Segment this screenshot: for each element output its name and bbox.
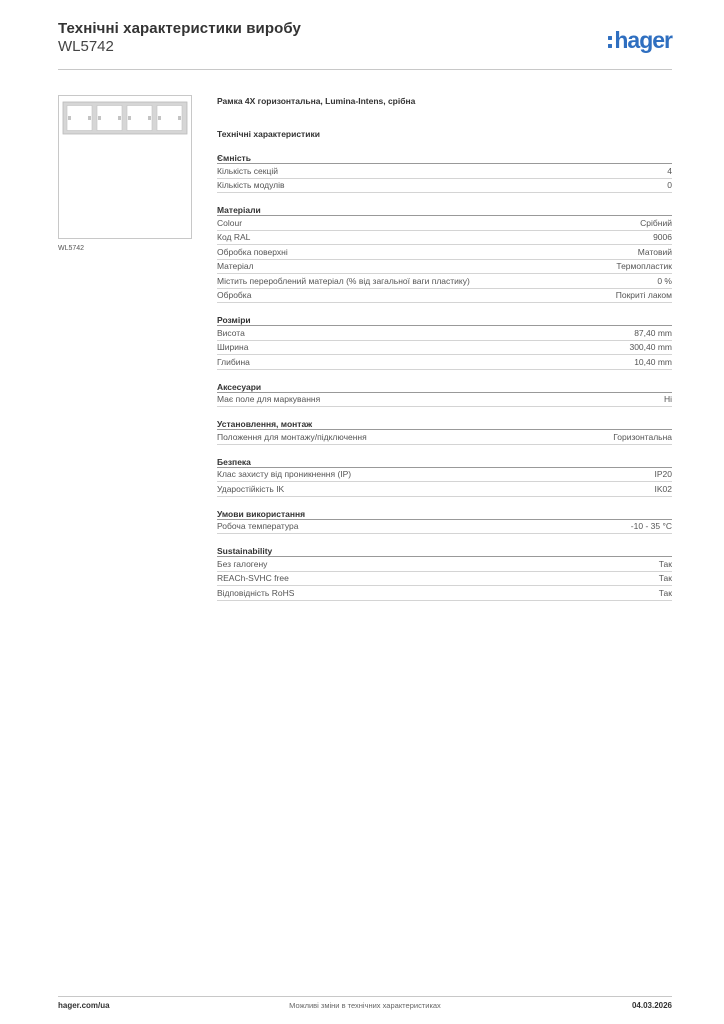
hager-logo <box>608 28 672 52</box>
spec-row <box>217 586 672 601</box>
product-image <box>58 95 192 239</box>
spec-label: Обробка <box>217 290 252 301</box>
spec-value: 10,40 mm <box>634 356 672 367</box>
spec-value: Так <box>658 587 672 598</box>
footer-website[interactable]: hager.com/ua <box>58 1001 110 1010</box>
spec-section <box>217 153 672 193</box>
spec-row <box>217 245 672 260</box>
spec-row <box>217 520 672 535</box>
spec-row <box>217 164 672 179</box>
spec-value: Ні <box>663 394 672 405</box>
spec-row <box>217 231 672 246</box>
spec-value: 87,40 mm <box>634 327 672 338</box>
spec-label: Кількість секцій <box>217 165 278 176</box>
spec-row <box>217 355 672 370</box>
spec-row <box>217 326 672 341</box>
section-title: Умови використання <box>217 509 672 520</box>
spec-label: Ударостійкість IK <box>217 483 285 494</box>
spec-label: Без галогену <box>217 558 268 569</box>
spec-label: Обробка поверхні <box>217 246 288 257</box>
footer-disclaimer: Можливі зміни в технічних характеристиках <box>289 1001 441 1010</box>
page-header <box>58 20 672 70</box>
spec-row <box>217 179 672 194</box>
spec-value: Термопластик <box>616 261 672 272</box>
spec-label: Ширина <box>217 342 249 353</box>
spec-label: Відповідність RoHS <box>217 587 295 598</box>
section-title: Sustainability <box>217 546 672 557</box>
spec-label: Colour <box>217 217 243 228</box>
spec-row <box>217 557 672 572</box>
spec-label: Матеріал <box>217 261 254 272</box>
spec-section <box>217 315 672 370</box>
spec-label: Містить перероблений матеріал (% від загальної ваги пластику) <box>217 275 470 286</box>
spec-content <box>217 96 672 601</box>
section-title: Розміри <box>217 315 672 326</box>
spec-value: 9006 <box>653 232 672 243</box>
spec-value: -10 - 35 °C <box>630 521 672 532</box>
section-title: Ємність <box>217 153 672 164</box>
logo-dots-icon <box>608 36 612 48</box>
spec-label: Глибина <box>217 356 250 367</box>
document-title: Технічні характеристики виробу <box>58 20 301 37</box>
spec-value: 4 <box>667 165 672 176</box>
page-footer <box>58 996 672 1010</box>
spec-label: Код RAL <box>217 232 251 243</box>
spec-label: Має поле для маркування <box>217 394 321 405</box>
spec-section <box>217 382 672 408</box>
spec-label: REACh-SVHC free <box>217 573 289 584</box>
spec-row <box>217 393 672 408</box>
section-title: Безпека <box>217 457 672 468</box>
spec-section <box>217 509 672 535</box>
spec-sections <box>217 153 672 601</box>
spec-row <box>217 216 672 231</box>
logo-text: hager <box>614 27 672 53</box>
image-caption: WL5742 <box>58 245 85 252</box>
spec-label: Кількість модулів <box>217 180 285 191</box>
spec-value: 0 % <box>657 275 672 286</box>
spec-value: Матовий <box>637 246 672 257</box>
spec-section <box>217 546 672 601</box>
spec-row <box>217 468 672 483</box>
spec-section <box>217 419 672 445</box>
spec-value: Горизонтальна <box>613 431 672 442</box>
spec-row <box>217 289 672 304</box>
section-title: Матеріали <box>217 205 672 216</box>
spec-value: Так <box>658 558 672 569</box>
section-title: Аксесуари <box>217 382 672 393</box>
spec-label: Висота <box>217 327 245 338</box>
spec-row <box>217 430 672 445</box>
spec-label: Робоча температура <box>217 521 299 532</box>
spec-value: IP20 <box>654 469 672 480</box>
spec-heading: Технічні характеристики <box>217 129 320 139</box>
spec-row <box>217 572 672 587</box>
spec-row <box>217 260 672 275</box>
spec-value: Так <box>658 573 672 584</box>
section-title: Установлення, монтаж <box>217 419 672 430</box>
product-code: WL5742 <box>58 38 114 55</box>
spec-value: 0 <box>667 180 672 191</box>
frame-illustration <box>59 96 193 240</box>
spec-value: 300,40 mm <box>629 342 672 353</box>
product-name: Рамка 4X горизонтальна, Lumina-Intens, срібна <box>217 96 416 106</box>
spec-value: Покриті лаком <box>615 290 672 301</box>
spec-row <box>217 482 672 497</box>
footer-date: 04.03.2026 <box>631 1001 672 1010</box>
spec-label: Клас захисту від проникнення (IP) <box>217 469 352 480</box>
spec-section <box>217 457 672 497</box>
spec-row <box>217 341 672 356</box>
spec-value: IK02 <box>654 483 672 494</box>
spec-row <box>217 274 672 289</box>
spec-section <box>217 205 672 303</box>
spec-label: Положення для монтажу/підключення <box>217 431 367 442</box>
spec-value: Срібний <box>640 217 672 228</box>
